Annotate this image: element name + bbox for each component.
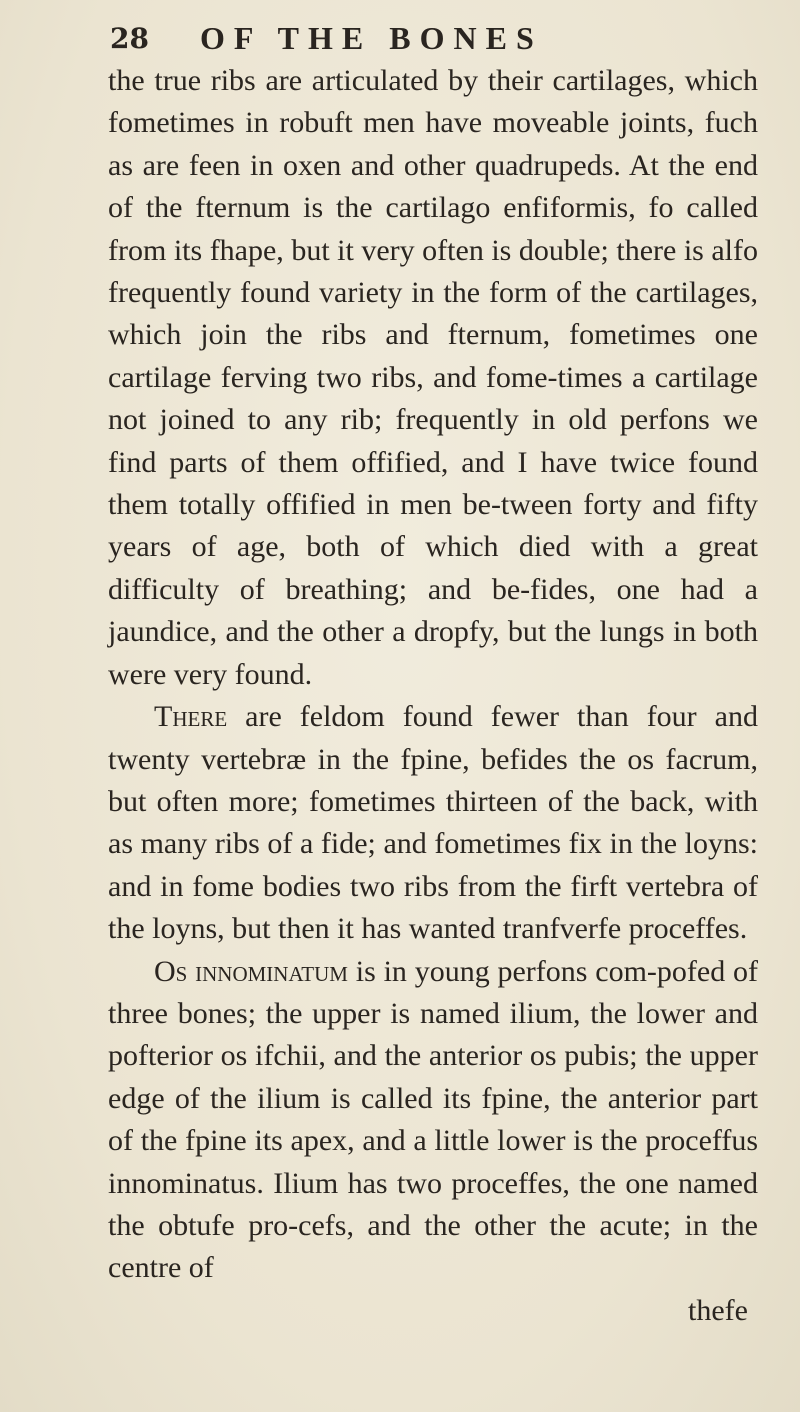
paragraph-ribs: the true ribs are articulated by their cartilages, which fometimes in robuft men have moveable joints, fuch as are feen in oxen and other quadrupeds. At the end of the fternum is the cartilago enfiformis, fo called from its fhape, but it very often is double; there is alfo frequently found variety in the form of the cartilages, which join the ribs and fternum, fometimes one cartilage ferving two ribs, and fome-times a cartilage not joined to any rib; frequently in old perfons we find parts of them offified, and I have twice found them totally offified in men be-tween forty and fifty years of age, both of which died with a great difficulty of breathing; and be-fides, one had a jaundice, and the other a dropfy, but the lungs in both were very found. [108, 64, 758, 691]
paragraph-lead: There [154, 700, 228, 734]
catchword: thefe [688, 1293, 748, 1327]
paragraph-vertebrae [108, 696, 758, 950]
paragraph-text: is in young perfons com-pofed of three bones; the upper is named ilium, the lower and pofterior os ifchii, and the anterior os pubis; the upper edge of the ilium is called its fpine, the anterior part of the fpine its apex, and a little lower is the proceffus innominatus. Ilium has two proceffes, the one named the obtufe pro-cefs, and the other the acute; in the centre of [108, 954, 758, 1285]
paragraph-os-innominatum [108, 951, 758, 1290]
running-title: OF THE BONES [200, 20, 543, 56]
page-header [0, 14, 800, 58]
body-text [108, 60, 758, 1332]
paragraph-lead: Os innominatum [154, 954, 348, 988]
paragraph-text: are feldom found fewer than four and twenty vertebræ in the fpine, befides the os facrum, but often more; fometimes thirteen of the back, with as many ribs of a fide; and fometimes fix in the loyns: and in fome bodies two ribs from the firft vertebra of the loyns, but then it has wanted tranfverfe proceffes. [108, 700, 758, 946]
page-number: 28 [110, 22, 149, 55]
